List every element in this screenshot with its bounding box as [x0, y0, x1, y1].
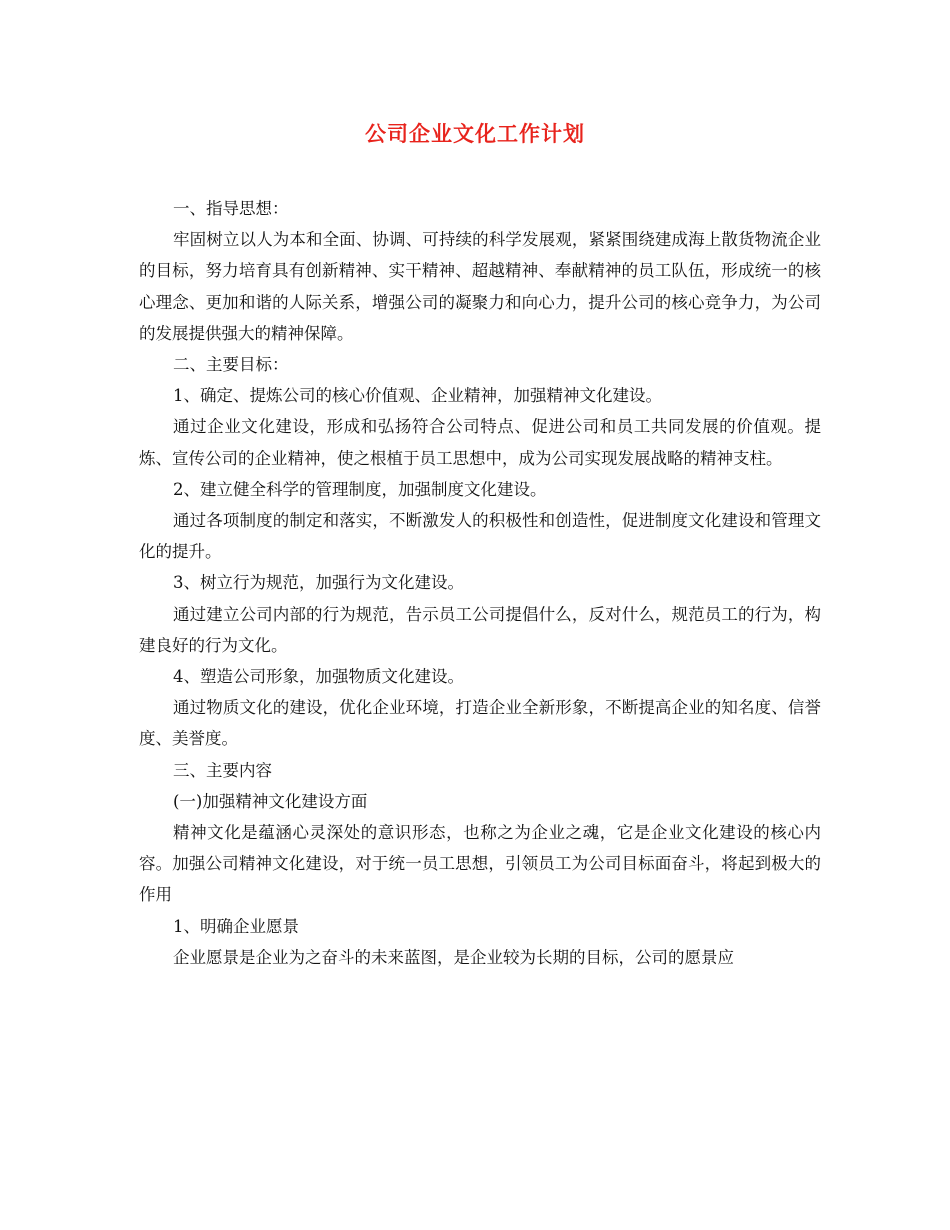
heading-main-content: 三、主要内容	[173, 760, 272, 780]
goal-item: 3、树立行为规范，加强行为文化建设。	[173, 573, 464, 593]
document-body	[139, 193, 821, 973]
heading-main-goals: 二、主要目标：	[173, 355, 289, 375]
subheading-spiritual-culture: (一)加强精神文化建设方面	[173, 791, 368, 811]
paragraph: 精神文化是蕴涵心灵深处的意识形态，也称之为企业之魂，它是企业文化建设的核心内容。加强公司精神文化建设，对于统一员工思想，引领员工为公司目标面奋斗，将起到极大的作用	[139, 823, 821, 905]
subheading-vision: 1、明确企业愿景	[173, 916, 299, 936]
paragraph: 企业愿景是企业为之奋斗的未来蓝图，是企业较为长期的目标，公司的愿景应	[173, 947, 734, 967]
goal-item: 2、建立健全科学的管理制度，加强制度文化建设。	[173, 479, 547, 499]
paragraph: 通过物质文化的建设，优化企业环境，打造企业全新形象，不断提高企业的知名度、信誉度、美誉度。	[139, 698, 821, 749]
paragraph: 通过各项制度的制定和落实，不断激发人的积极性和创造性，促进制度文化建设和管理文化的提升。	[139, 511, 821, 562]
paragraph: 通过建立公司内部的行为规范，告示员工公司提倡什么，反对什么，规范员工的行为，构建良好的行为文化。	[139, 604, 821, 655]
heading-guiding-ideology: 一、指导思想：	[173, 199, 289, 218]
paragraph: 牢固树立以人为本和全面、协调、可持续的科学发展观，紧紧围绕建成海上散货物流企业的目标，努力培育具有创新精神、实干精神、超越精神、奉献精神的员工队伍，形成统一的核心理念、更加和谐的人际关系，增强公司的凝聚力和向心力，提升公司的核心竞争力，为公司的发展提供强大的精神保障。	[139, 230, 821, 343]
document-title: 公司企业文化工作计划	[365, 121, 585, 146]
goal-item: 1、确定、提炼公司的核心价值观、企业精神，加强精神文化建设。	[173, 386, 662, 406]
paragraph: 通过企业文化建设，形成和弘扬符合公司特点、促进公司和员工共同发展的价值观。提炼、宣传公司的企业精神，使之根植于员工思想中，成为公司实现发展战略的精神支柱。	[139, 417, 821, 468]
goal-item: 4、塑造公司形象，加强物质文化建设。	[173, 667, 464, 687]
